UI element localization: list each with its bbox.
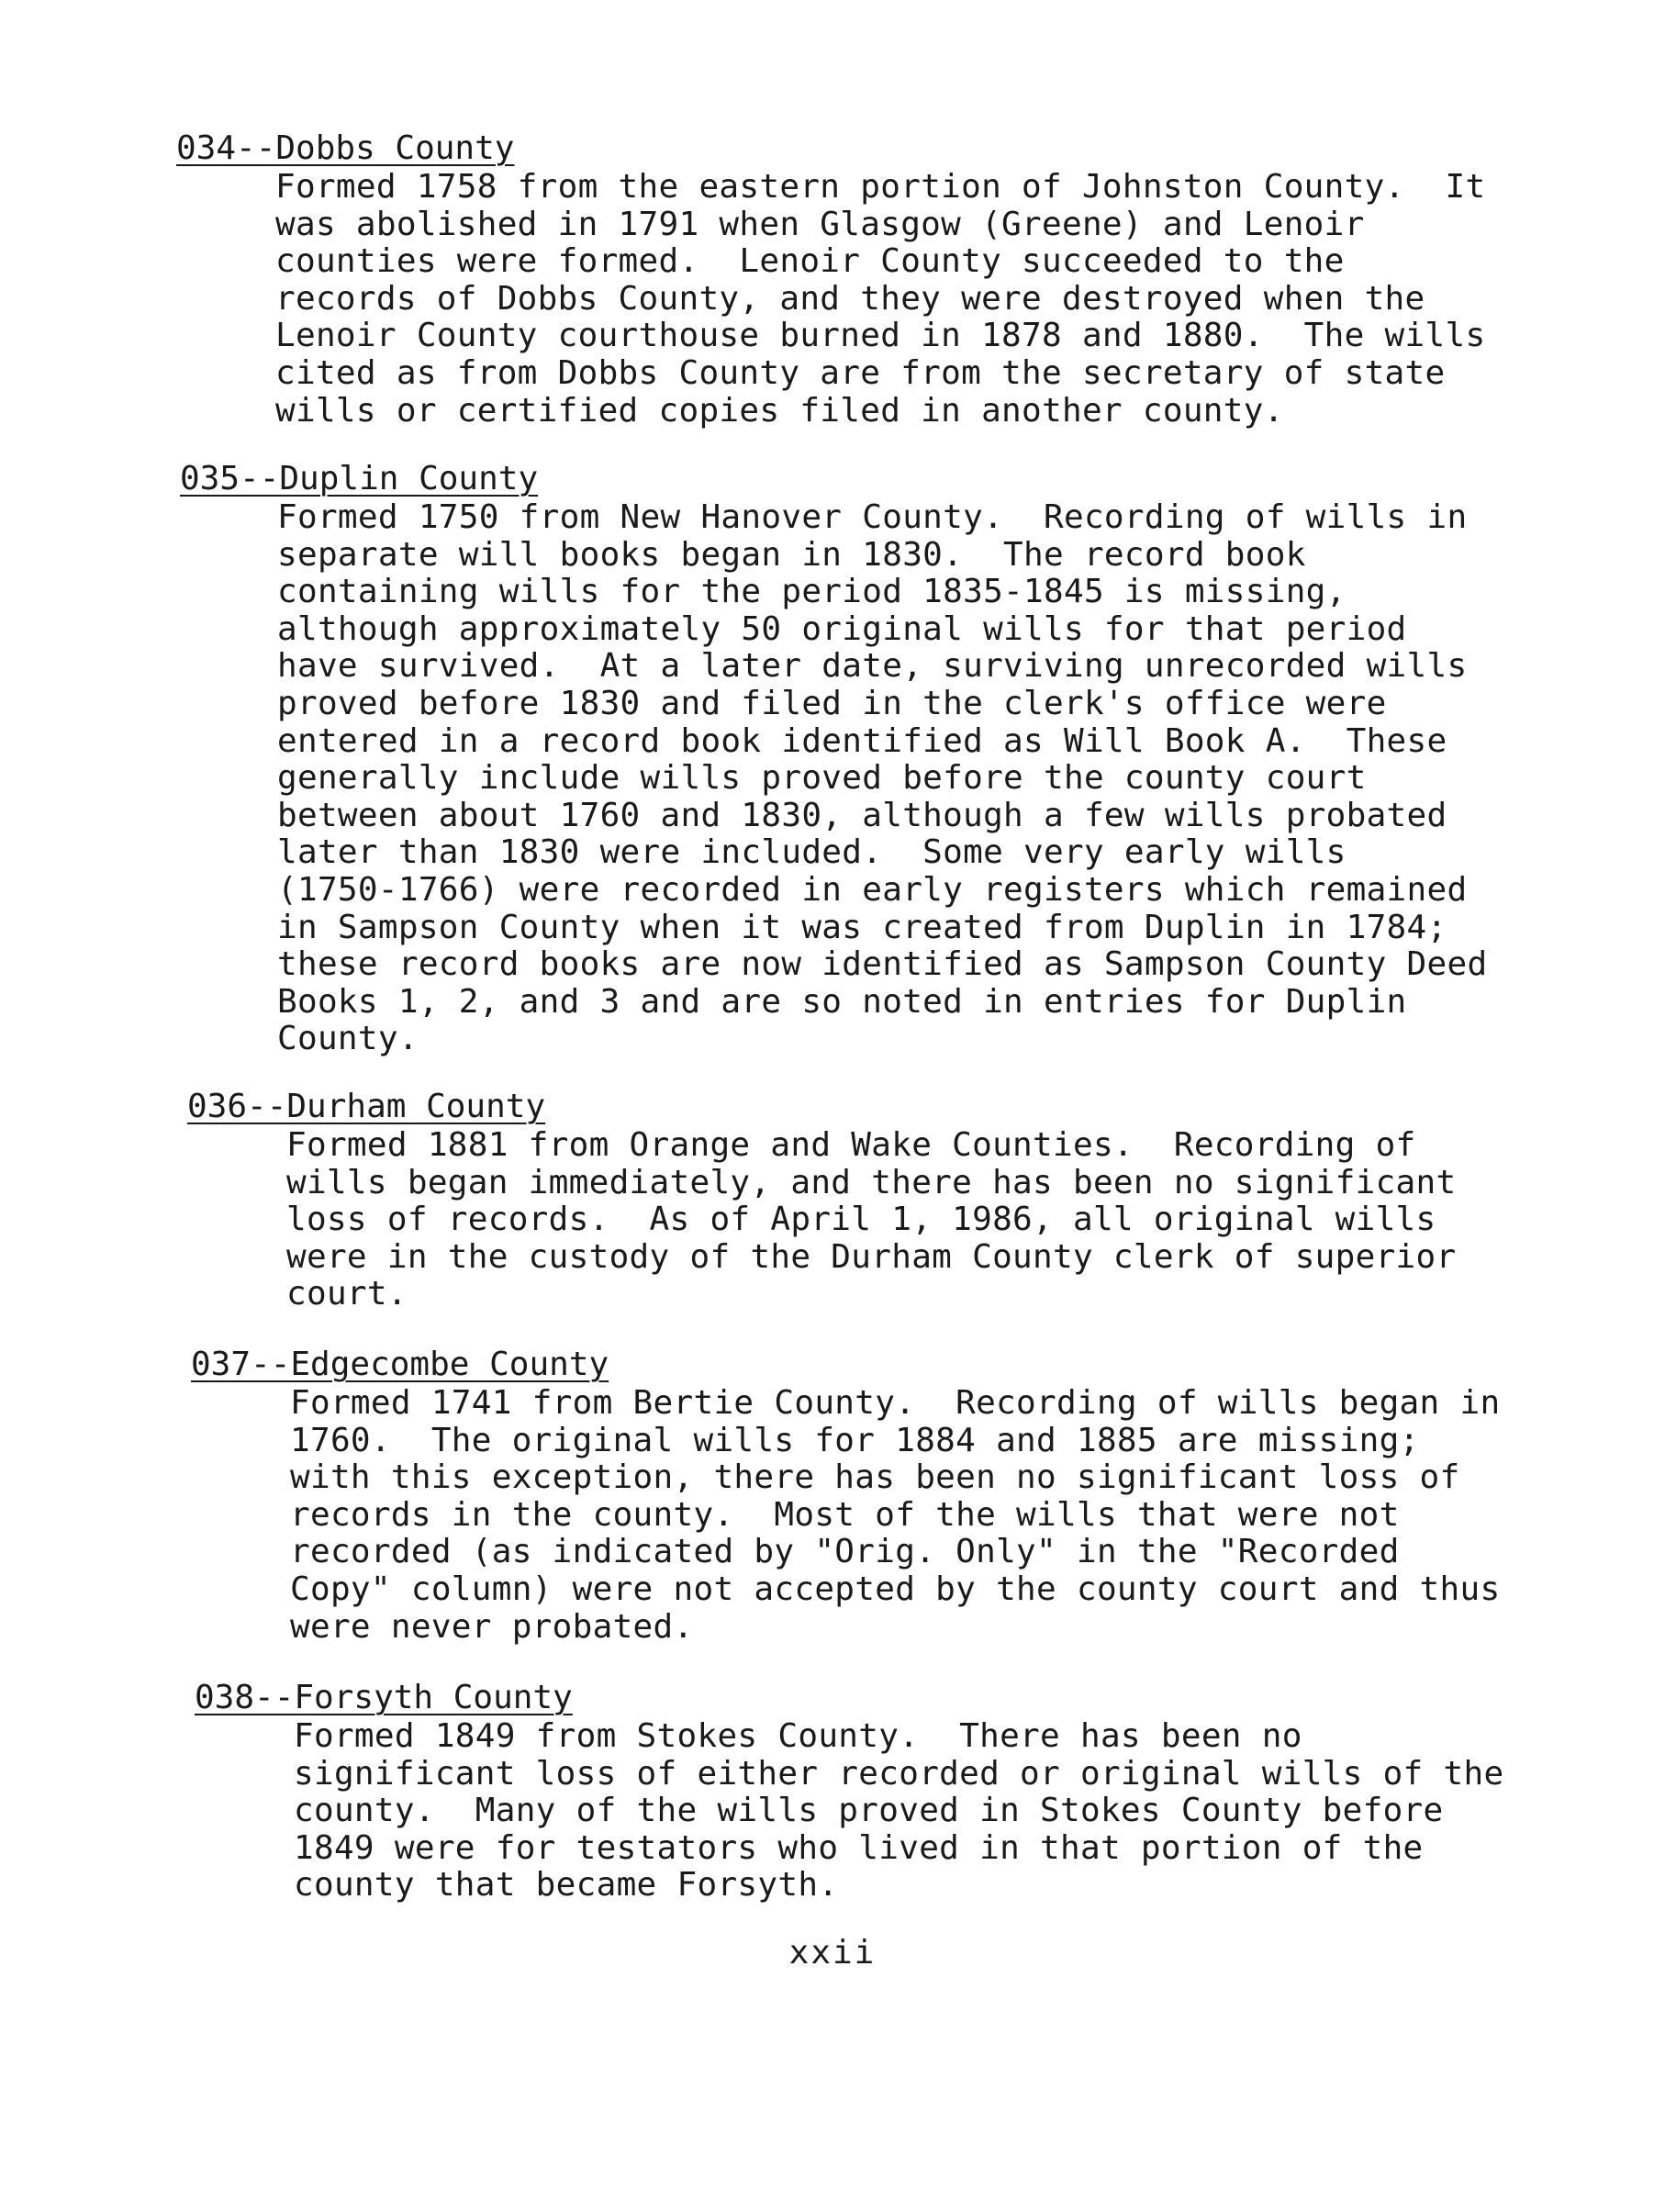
county-entry-duplin	[180, 461, 1487, 1058]
county-entry-edgecombe	[191, 1346, 1500, 1646]
county-entry-forsyth	[195, 1680, 1503, 1905]
entry-heading: 034--Dobbs County	[176, 129, 515, 167]
page-number: xxii	[788, 1934, 877, 1972]
entry-heading: 037--Edgecombe County	[191, 1346, 609, 1383]
entry-body: Formed 1881 from Orange and Wake Counties. Recording of wills began immediately, and there has been no significant loss of records. As of April 1, 1986, all original wills were in the custody of the Durham County clerk of superior court.	[286, 1126, 1457, 1313]
entry-body: Formed 1750 from New Hanover County. Recording of wills in separate will books began in 1830. The record book containing wills for the period 1835-1845 is missing, although approximately 50 original wills for that period have survived. At a later date, surviving unrecorded wills proved before 1830 and filed in the clerk's office were entered in a record book identified as Will Book A. These generally include wills proved before the county court between about 1760 and 1830, although a few wills probated later than 1830 were included. Some very early wills (1750-1766) were recorded in early registers which remained in Sampson County when it was created from Duplin in 1784; these record books are now identified as Sampson County Deed Books 1, 2, and 3 and are so noted in entries for Duplin County.	[277, 498, 1488, 1058]
entry-body: Formed 1758 from the eastern portion of Johnston County. It was abolished in 1791 when Glasgow (Greene) and Lenoir counties were formed. Lenoir County succeeded to the records of Dobbs County, and they were destroyed when the Lenoir County courthouse burned in 1878 and 1880. The wills cited as from Dobbs County are from the secretary of state wills or certified copies filed in another county.	[275, 168, 1486, 430]
county-entry-dobbs	[176, 130, 1485, 430]
entry-heading: 035--Duplin County	[180, 460, 539, 497]
entry-heading: 036--Durham County	[187, 1088, 546, 1125]
county-entry-durham	[187, 1089, 1456, 1313]
entry-heading: 038--Forsyth County	[195, 1679, 573, 1716]
entry-body: Formed 1849 from Stokes County. There has been no significant loss of either recorded or original wills of the county. Many of the wills proved in Stokes County before 1849 were for testators who lived in that portion of the county that became Forsyth.	[294, 1717, 1504, 1905]
entry-body: Formed 1741 from Bertie County. Recording of wills began in 1760. The original wills for 1884 and 1885 are missing; with this exception, there has been no significant loss of records in the county. Most of the wills that were not recorded (as indicated by "Orig. Only" in the "Recorded Copy" column) were not accepted by the county court and thus were never probated.	[290, 1384, 1501, 1646]
